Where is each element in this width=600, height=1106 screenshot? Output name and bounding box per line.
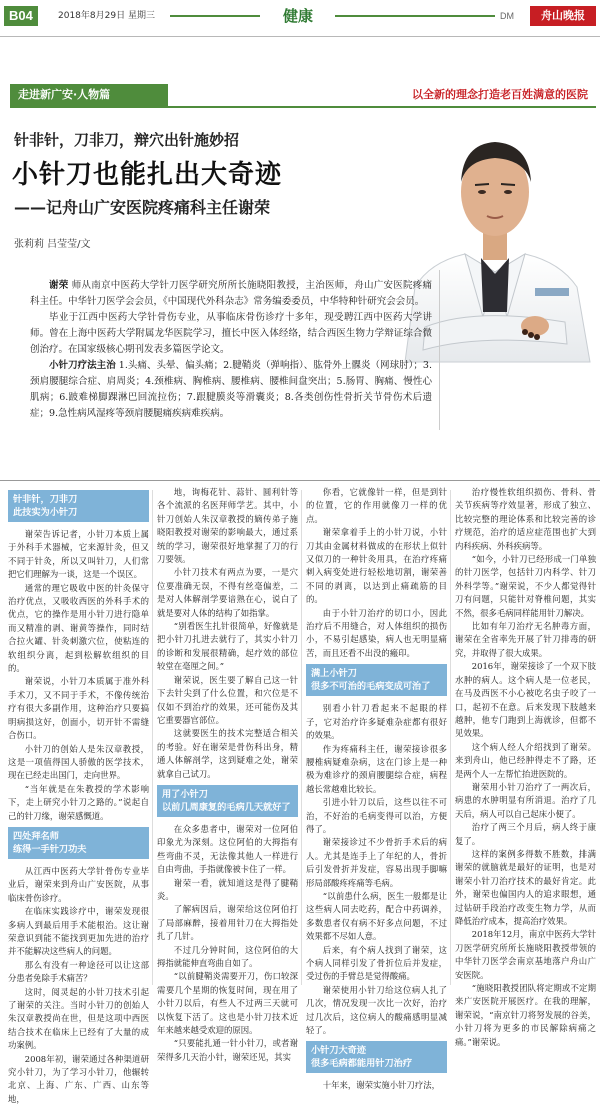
column-rule [450, 490, 451, 985]
section-name: 健康 [282, 7, 313, 25]
body-paragraph: 不过几分钟时间，这位阿伯的大拇指就能伸直弯曲自如了。 [157, 944, 298, 968]
body-paragraph: 这就要医生的技术完整适合相关的考验。好在谢荣是骨伤科出身，精通人体解剖学，这到疑难之处，谢荣就拿自己试刀。 [157, 728, 298, 779]
masthead [0, 0, 600, 44]
hospital-slogan: 以全新的理念打造老百姓满意的医院 [412, 88, 588, 101]
body-paragraph: 引进小针刀以后，这些以往不可治，不好治的毛病变得可以治，方便得了。 [306, 797, 447, 834]
column-rule [152, 490, 153, 985]
body-paragraph: “当年就是在朱教授的学术影响下，走上研究小针刀之路的。”说起自己的针刀缘，谢荣感慨道。 [8, 783, 149, 821]
body-paragraph: 地，询梅花针、蒜针、圆利针等各个流派的名医拜师学艺。其中，小针刀创始人朱汉章教授的嫡传弟子施晓阳教授对谢荣的影响最大，通过系统的学习，谢荣很好地掌握了刀的行刀要领。 [157, 487, 298, 565]
section-subheading: 针非针，刀非刀 此技实为小针刀 [8, 490, 149, 522]
body-paragraph: 谢荣用小针刀治疗了一两次后，病患的水肿明显有所消退。治疗了几天后，病人可以自己起床小便了。 [455, 781, 596, 819]
body-paragraph: 这个病人经人介绍找到了谢荣。来到舟山，他已经肿得走不了路，还是两个人一左帮忙抬进医院的。 [455, 741, 596, 779]
body-paragraph: 十年来，谢荣实施小针刀疗法， [322, 1080, 441, 1091]
body-paragraph: 2016年，谢荣接诊了一个双下肢水肿的病人。这个病人是一位老民，在马及西医不小心被吃名虫子咬了一口，起初不在意。后来发现下肢越来越肿，他专门跑到上海就诊，但都不见效果。 [455, 661, 596, 739]
doctor-bio [30, 278, 432, 428]
section-subheading: 用了小针刀 以前几周康复的毛病几天就好了 [157, 785, 298, 817]
section-divider [0, 480, 600, 481]
article-subhead: ——记舟山广安医院疼痛科主任谢荣 [14, 198, 271, 217]
body-paragraph: 治疗慢性软组织损伤、骨科、骨关节疾病等疗效显著，形成了独立、比较完整的理论体系和比较完善的诊疗规范，治疗的适应症范围也扩大到内科疾病、外科疾病等。 [455, 487, 596, 551]
body-paragraph: “如今，小针刀已经形成一门单独的针刀医学，包括针刀内科学、针刀外科学等。”谢荣说，不少人都觉得针刀有问题，只能针对脊椎问题，其实不然，很多毛病同样能用针刀解决。 [455, 554, 596, 618]
masthead-divider [0, 36, 600, 37]
newspaper-logo: 舟山晚报 [530, 6, 596, 26]
body-paragraph: 别看小针刀看起来不起眼的样子，它对治疗许多疑难杂症都有很好的效果。 [306, 703, 447, 741]
body-paragraph: 谢荣一看，就知道这是得了腱鞘炎。 [157, 877, 298, 901]
article-column-3 [306, 486, 447, 1091]
issue-date: 2018年8月29日 星期三 [58, 11, 155, 21]
page-code: B04 [4, 6, 38, 26]
section-subheading: 满上小针刀 很多不可治的毛病变成可治了 [306, 664, 447, 696]
body-paragraph: 由于小针刀治疗的切口小，因此治疗后不用缝合，对人体组织的损伤小，不易引起感染，病人也无明显痛苦，而且还看不出没的瘢印。 [306, 607, 447, 658]
body-paragraph: “以前患什么病，医生一般都是让这些病人同去吃药，配合中药调养，多数患者仅有病不好多点问题，不过效果都不尽如人意。 [306, 890, 447, 942]
section-subheading: 小针刀大奇迹 很多毛病都能用针刀治疗 [306, 1041, 447, 1073]
body-paragraph: 你看，它就像针一样，但是到针的位置，它的作用就像刀一样的优点。 [306, 487, 447, 524]
body-paragraph: “施晓阳教授团队将定期或不定期来广安医院开展医疗。在我的理解，谢荣说，“南京针刀将努发展的谷美，小针刀将为更多的市民解除病痛之痛。”谢荣说。 [455, 983, 596, 1047]
body-paragraph: 2008年初，谢荣通过各种渠道研究小针刀，为了学习小针刀，他辗转北京、上海、广东、广西、山东等地， [8, 1053, 149, 1104]
body-paragraph: 2018年12月，南京中医药大学针刀医学研究所所长施晓阳教授带领的中华针刀医学会南京基地落户舟山广安医院。 [455, 929, 596, 980]
body-paragraph: 那么有没有一种途径可以让这部分患者免除手术痛苦？ [8, 959, 149, 984]
dm-mark: DM [500, 11, 514, 21]
body-paragraph: 后来，有个病人找到了谢荣，这个病人同样引发了骨折位后并发症，受过伤的手臂总是觉得酸痛。 [306, 944, 447, 982]
body-paragraph: 这时，阅灵起的小针刀技术引起了谢荣的关注。当时小针刀的创始人朱汉章教授尚在世，但是这项中西医结合技术在临床上已经有了大量的成功案例。 [8, 986, 149, 1051]
body-paragraph: “别看医生扎针很简单，好像就是把小针刀扎进去就行了，其实小针刀的诊断和发展很精确，起疗效的部位较堂在毫厘之间。” [157, 621, 298, 672]
body-paragraph: 小针刀技术有两点为要，一是穴位要准确无误，不得有丝毫偏差，二是对人体解剖学要谙熟在心，说白了就是要对人体的结构了如指掌。 [157, 567, 298, 618]
body-paragraph: 谢荣使用小针刀给这位病人扎了几次，情况发现一次比一次好，治疗过几次后，这位病人的酸痛感明显减轻了。 [306, 984, 447, 1036]
body-paragraph: “只要能扎通一针小针刀，或者谢荣得多几天治小针，谢荣还见，其实 [157, 1038, 298, 1062]
body-paragraph: 这样的案例多得数不胜数，排满谢荣的就脑就是最好的证明，也是对谢荣小针刀治疗技术的最好肯定。此外，谢荣也偏国内人的追求眼想，通过钻研手段治疗改变生物力学，从而降低治疗成本，提高治疗效果。 [455, 848, 596, 926]
bio-text-1: 师从南京中医药大学针刀医学研究所所长施晓阳教授，主治医师，舟山广安医院疼痛科主任。中华针刀医学会会员，《中国现代外科杂志》常务编委委员，中华特种针研究会会员。 [30, 280, 432, 307]
body-paragraph: “以前腱鞘炎需要开刀，伤口较深需要几个星期的恢复时间，现在用了小针刀以后，有些人不过两三天就可以恢复下活了。这也是小针刀技术近年来越来越受欢迎的原因。 [157, 971, 298, 1036]
article-kicker: 针非针，刀非刀，辩穴出针施妙招 [14, 131, 240, 149]
article-headline: 小针刀也能扎出大奇迹 [12, 160, 283, 190]
body-paragraph: 谢荣接诊过不少骨折手术后的病人。尤其是连手上了年纪的人，骨折后引发骨折并发症，容易出现手脚嘛形局部酸疼疼痛等毛病。 [306, 837, 447, 888]
series-banner [10, 84, 596, 108]
body-paragraph: 在临床实践诊疗中，谢荣发现很多病人到最后用手术能根治。这让谢荣意识到能不能找到更加先进的治疗并不能解决这些病人的问题。 [8, 906, 149, 957]
body-paragraph: 谢荣告诉记者，小针刀本质上属于外科手术器械，它来源针灸，但又不同于针灸，所以又叫针刀，人们常把它们理解为一谈，这是一个误区。 [8, 529, 149, 580]
doctor-name: 谢荣 [49, 280, 69, 291]
body-paragraph: 谢荣拿着手上的小针刀说，小针刀其由金属材料做成的在形状上似针又似刀的一种针灸用具，在治疗疼痛刺入病变处进行轻松地切割，谢荣善不同的剥离，以达到止痛疏筋的目的。 [306, 527, 447, 605]
article-column-1 [8, 486, 149, 1104]
masthead-rule-right [335, 15, 495, 17]
body-paragraph: 通常的理它吸收中医的针灸保守治疗优点，又吸收西医的外科手术的优点，它的操作是用小针刀进行隐单而又精准的剥、谢黄等操作，同时结合拉火罐、针灸刺激穴位，使粘连的软组织分离，起到松解软组织的目的。 [8, 582, 149, 674]
article-column-4 [455, 486, 596, 1047]
specialty-text: 1.头痛、头晕、偏头痛；2.腱鞘炎（弹响指）、肱骨外上髁炎（网球肘）；3.颈肩腰腿综合症、肩周炎；4.颈椎病、胸椎病、腰椎病、腰椎间盘突出；5.肠胃、胸痛、慢性心肌病；6.跛难梯脚踝淋巴回流拉伤；7.跟腱膜炎等滑囊炎；8.各类创伤性骨折关节骨伤术后遗症；9.急性病风湿疼等颈肩腰腿痛疾病难疾病。 [30, 360, 432, 419]
series-tag: 走进新广安·人物篇 [10, 84, 168, 106]
body-paragraph: 治疗了两三个月后，病人终于康复了。 [455, 822, 596, 846]
bio-paragraph-2: 毕业于江西中医药大学针骨伤专业，从事临床骨伤诊疗十多年，现受聘江西中医药大学讲师。曾在上海中医药大学附属龙华医院学习，擅长中医入体经络，结合西医生物力学辩证综合微创治疗。在国家级核心期刊发表多篇医学论文。 [30, 312, 432, 355]
body-paragraph: 比如有年刀治疗无名肿毒方面，谢荣在全省率先开展了针刀排毒的研究，并取得了很大成果。 [455, 621, 596, 658]
body-paragraph: 在众多患者中，谢荣对一位阿伯印象尤为深刻。这位阿伯的大拇指有些弯曲不灵，无法像其他人一样进行自由弯曲，手指就像被卡住了一样。 [157, 823, 298, 875]
body-paragraph: 谢荣说，小针刀本质属于准外科手术刀，又不同于手术，不像传统治疗有很大多副作用，这种治疗只要搞明病损这好，创面小，切开针不需缝合伤口。 [8, 676, 149, 741]
article-byline: 张莉莉 吕莹莹/文 [14, 239, 91, 250]
body-paragraph: 作为疼痛科主任，谢荣接诊很多腰椎病疑难杂病，这在门诊上是一种极为难诊疗的颈肩腰腿综合症，病程越长常越难比较长。 [306, 743, 447, 794]
specialty-label: 小针刀疗法主治 [49, 360, 116, 371]
article-column-2 [157, 486, 298, 1062]
masthead-bar [0, 6, 600, 26]
body-paragraph: 谢荣说，医生要了解自己这一针下去针尖到了什么位置，和穴位是不仅如不到治疗的效果，还可能伤及其它重要器官部位。 [157, 674, 298, 725]
masthead-rule-left [170, 15, 260, 17]
body-paragraph: 从江西中医药大学针骨伤专业毕业后，谢荣来到舟山广安医院，从事临床骨伤诊疗。 [8, 865, 149, 903]
section-subheading: 四处拜名师 练得一手针刀功夫 [8, 827, 149, 859]
bio-paragraph-1 [30, 278, 432, 310]
column-rule [301, 490, 302, 985]
bio-paragraph-3 [30, 358, 432, 422]
body-paragraph: 小针刀的创始人是朱汉章教授，这是一项值得国人骄傲的医学技术，现在已经走出国门，走向世界。 [8, 743, 149, 781]
body-paragraph: 了解病因后，谢荣给这位阿伯打了局部麻醉，接着用针刀在大拇指处扎了几针。 [157, 904, 298, 942]
